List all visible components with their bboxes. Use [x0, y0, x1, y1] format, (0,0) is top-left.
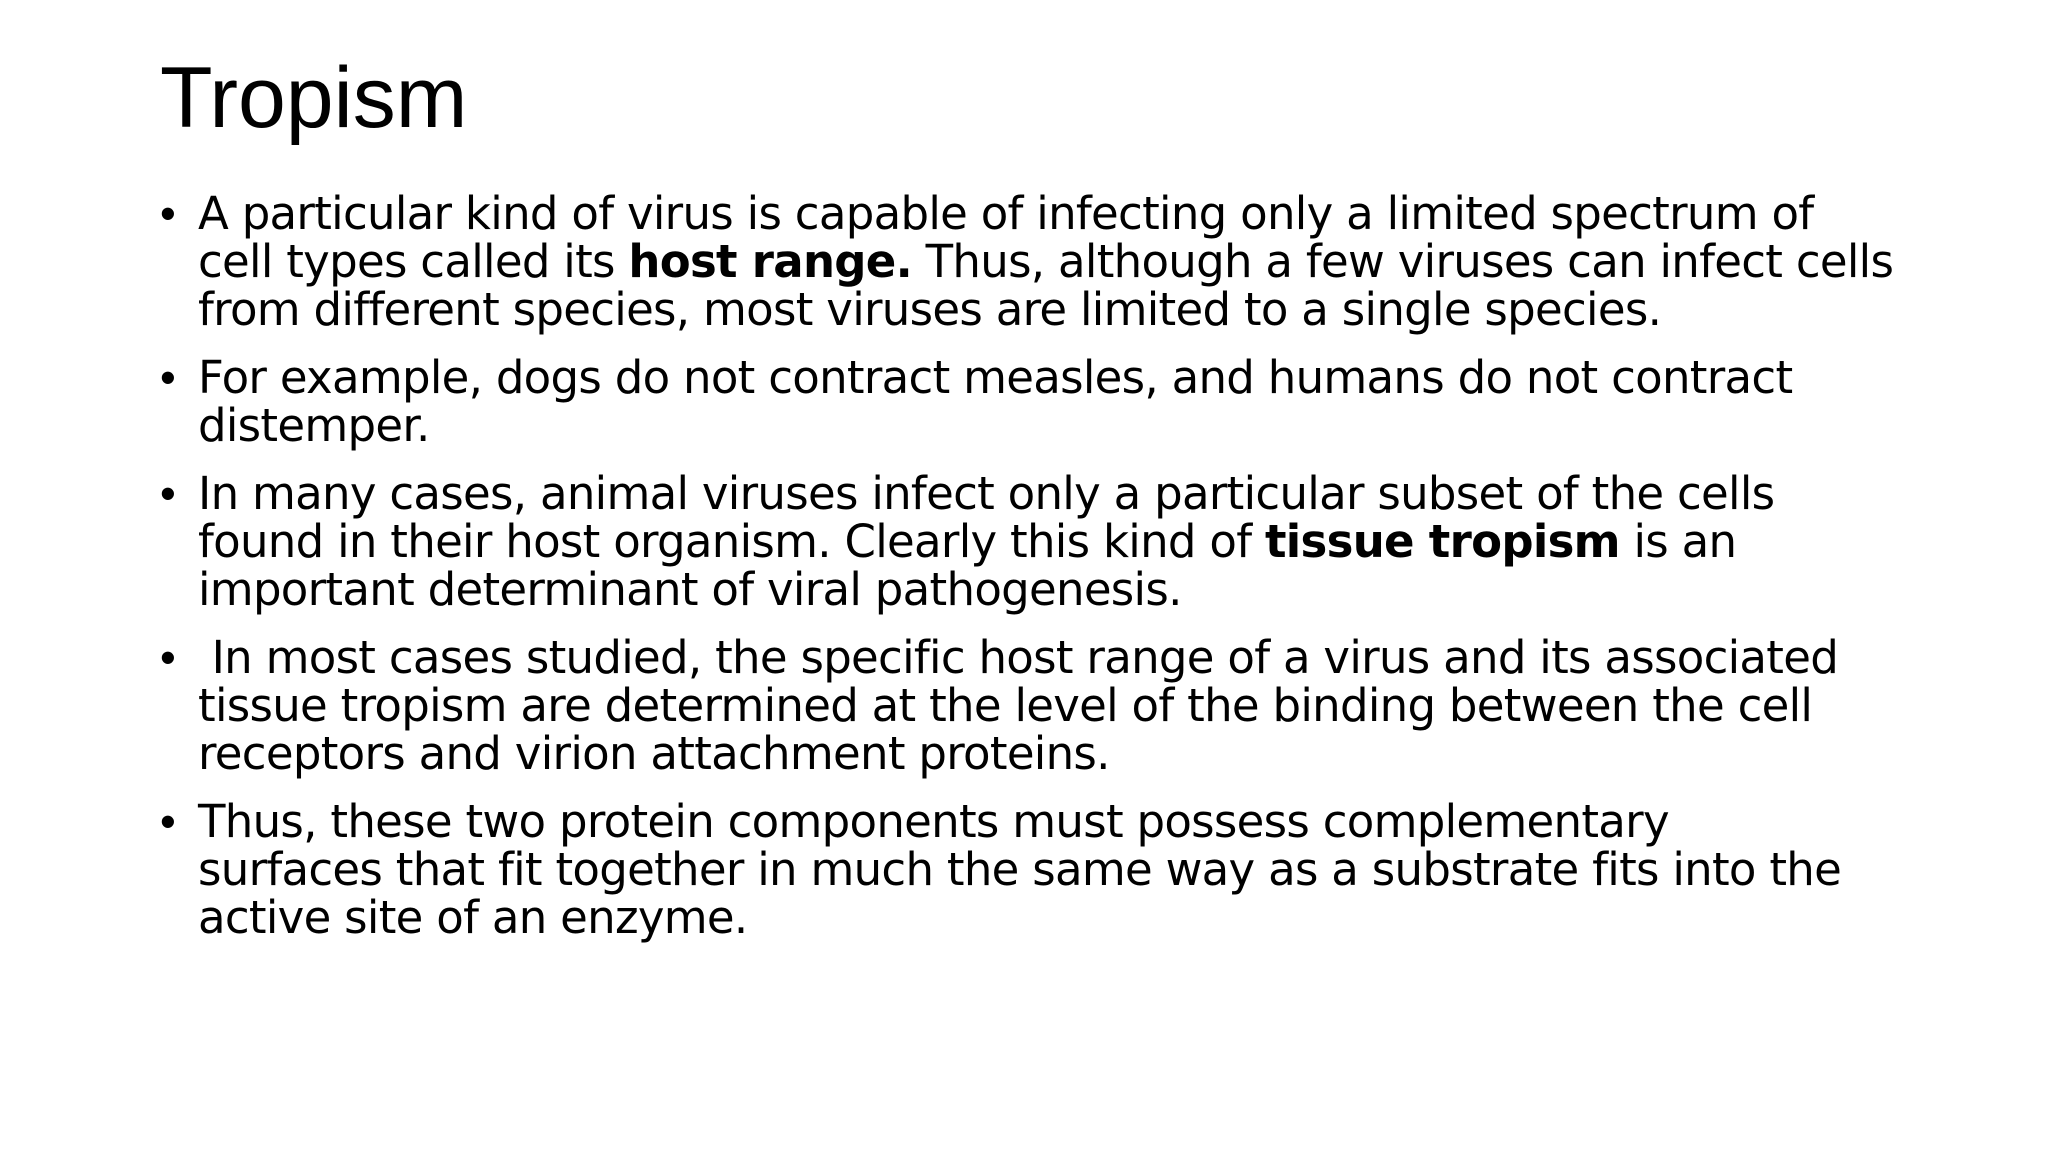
bold-term: tissue tropism [1264, 515, 1620, 568]
bullet-item [160, 467, 1920, 616]
bullet-item [160, 795, 1920, 944]
bullet-line: Thus, these two protein components must possess complementary [198, 795, 1669, 848]
bullet-line: tissue tropism are determined at the level of the binding between the cell [198, 679, 1813, 732]
bullet-line: important determinant of viral pathogenesis. [198, 563, 1182, 616]
bullet-line: In most cases studied, the specific host range of a virus and its associated [198, 631, 1839, 684]
bullet-line: In many cases, animal viruses infect only a particular subset of the cells [198, 467, 1775, 520]
bullet-line: active site of an enzyme. [198, 891, 748, 944]
bullet-line: distemper. [198, 399, 430, 452]
bullet-line: For example, dogs do not contract measles, and humans do not contract [198, 351, 1793, 404]
bullet-dot-icon: • [160, 632, 176, 683]
bullet-dot-icon: • [160, 352, 176, 403]
bullet-dot-icon: • [160, 188, 176, 239]
bullet-line: receptors and virion attachment proteins. [198, 727, 1110, 780]
bullet-line: cell types called its host range. Thus, although a few viruses can infect cells [198, 235, 1894, 288]
bold-term: host range. [628, 235, 913, 288]
bullet-line: found in their host organism. Clearly this kind of tissue tropism is an [198, 515, 1737, 568]
bullet-line: A particular kind of virus is capable of infecting only a limited spectrum of [198, 187, 1814, 240]
bullet-list [160, 187, 1920, 962]
slide-title: Tropism [160, 50, 468, 146]
bullet-dot-icon: • [160, 796, 176, 847]
bullet-dot-icon: • [160, 468, 176, 519]
bullet-item [160, 187, 1920, 336]
bullet-item [160, 351, 1920, 452]
bullet-item [160, 631, 1920, 780]
bullet-line: from different species, most viruses are limited to a single species. [198, 283, 1662, 336]
bullet-line: surfaces that fit together in much the same way as a substrate fits into the [198, 843, 1842, 896]
